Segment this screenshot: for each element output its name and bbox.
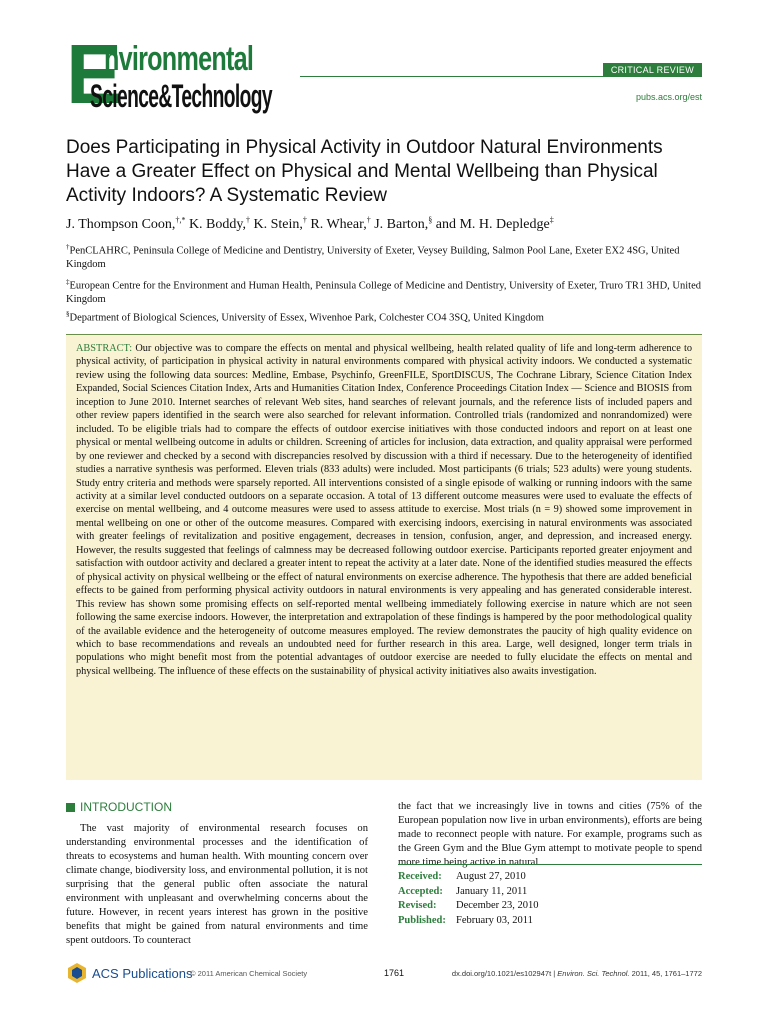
affiliation: §Department of Biological Sciences, University of Essex, Wivenhoe Park, Colchester CO4 3SQ, United Kingdom (66, 310, 544, 324)
section-heading-label: INTRODUCTION (80, 800, 172, 814)
history-dates (398, 864, 702, 928)
author[interactable]: K. Boddy,† (188, 215, 250, 232)
copyright: © 2011 American Chemical Society (190, 969, 308, 978)
section-heading (66, 800, 368, 814)
abstract (76, 342, 692, 678)
left-column (66, 800, 368, 948)
logo-environmental: nvironmental (104, 40, 254, 78)
page-number: 1761 (384, 968, 405, 978)
logo-letter-e: E (66, 27, 121, 121)
acs-hexagon-icon (66, 962, 88, 984)
page-footer (66, 962, 702, 986)
author[interactable]: J. Thompson Coon,†,* (66, 215, 186, 232)
square-bullet-icon (66, 803, 75, 812)
journal-url-link[interactable]: pubs.acs.org/est (635, 92, 702, 102)
date-row: Accepted: January 11, 2011 (398, 885, 528, 897)
article-title: Does Participating in Physical Activity in Outdoor Natural Environments Have a Greater Effect on Physical and Mental Wellbeing than Physical Activity Indoors? A Systematic Review (66, 137, 663, 206)
abstract-label: ABSTRACT: (76, 343, 133, 354)
abstract-box (66, 334, 702, 780)
author[interactable]: K. Stein,† (253, 215, 307, 232)
publisher-name: ACS Publications (92, 965, 193, 981)
author-list (66, 211, 554, 234)
affiliation: †PenCLAHRC, Peninsula College of Medicine and Dentistry, University of Exeter, Veysey Building, Salmon Pool Lane, Exeter EX2 4SG, United Kingdom (66, 243, 680, 270)
abstract-body: Our objective was to compare the effects on mental and physical wellbeing, health related quality of life and long-term adherence to physical activity, of participation in physical activity in natural environments compared with physical activity indoors. We conducted a systematic review using the following data sources: Medline, Embase, Psychinfo, GreenFILE, SportDISCUS, The Cochrane Library, Science Citation Index Expanded, Social Sciences Citation Index, Arts and Humanities Citation Index, Conference Proceedings Citation Index — Science and BIOSIS from inception to June 2010. Internet searches of relevant Web sites, hand searches of relevant journals, and the reference lists of included papers and other review papers identified in the search were also searched for relevant information. Controlled trials (randomized and nonrandomized) were included. To be eligible trials had to compare the effects of outdoor exercise initiatives with those conducted indoors and report on at least one physical or mental wellbeing outcome in adults or children. Screening of articles for inclusion, data extraction, and quality appraisal were performed by one reviewer and checked by a second with discrepancies resolved by discussion with a third if necessary. Due to the heterogeneity of identified studies a narrative synthesis was performed. Eleven trials (833 adults) were included. Most participants (6 trials; 523 adults) were young students. Study entry criteria and methods were sparsely reported. All interventions consisted of a single episode of walking or running indoors with the same activity at a similar level conducted outdoors on a separate occasion. A total of 13 different outcome measures were used to evaluate the effects of exercise on mental wellbeing, and 4 outcome measures were used to assess attitude to exercise. Most trials (n = 9) showed some improvement in mental wellbeing on one or other of the outcome measures. Compared with exercising indoors, exercising in natural environments was associated with greater feelings of revitalization and positive engagement, decreases in tension, confusion, anger, and depression, and increased energy. However, the results suggested that feelings of calmness may be decreased following outdoor exercise. Participants reported greater enjoyment and satisfaction with outdoor activity and declared a greater intent to repeat the activity at a later date. None of the identified studies measured the effects of physical activity on physical wellbeing or the effect of natural environments on exercise adherence. The hypothesis that there are added beneficial effects to be gained from performing physical activity outdoors in natural environments is very appealing and has generated considerable interest. This review has shown some promising effects on self-reported mental wellbeing immediately following exercise in nature which are not seen following the same exercise indoors. However, the interpretation and extrapolation of these findings is hampered by the poor methodological quality of the available evidence and the heterogeneity of outcome measures employed. The review demonstrates the paucity of high quality evidence on which to base recommendations and reveals an undoubted need for further research in this area. Large, well designed, longer term trials in populations who might benefit most from the potential advantages of outdoor exercise are needed to fully elucidate the effects on mental and physical wellbeing. The influence of these effects on the sustainability of physical activity initiatives also awaits investigation. (76, 343, 692, 677)
acs-publications-logo[interactable] (66, 962, 192, 984)
right-column (398, 800, 702, 870)
intro-paragraph-continued: the fact that we increasingly live in towns and cities (75% of the European population now live in urban environments), efforts are being made to reconnect people with nature. For example, programs such as the Green Gym and the Blue Gym attempt to motivate people to spend more time being active in natural (398, 801, 702, 868)
author[interactable]: R. Whear,† (310, 215, 371, 232)
author[interactable]: and M. H. Depledge‡ (435, 215, 554, 232)
logo-science-technology: Science&Technology (90, 78, 272, 114)
date-row: Received: August 27, 2010 (398, 871, 526, 882)
date-row: Revised: December 23, 2010 (398, 900, 539, 911)
intro-paragraph: The vast majority of environmental research focuses on understanding environmental processes and the identification of threats to ecosystems and human health. With mounting concern over climate change, biodiversity loss, and environmental pollution, it is not surprising that the general public often associate the natural environment with unpleasant and overwhelming concerns about the future. However, in recent years interest has grown in the positive benefits that might be gained from natural environments and time spent outdoors. To counteract (66, 823, 368, 946)
affiliation: ‡European Centre for the Environment and Human Health, Peninsula College of Medicine and Dentistry, University of Exeter, Truro TR1 3HD, United Kingdom (66, 278, 701, 305)
doi-citation[interactable]: dx.doi.org/10.1021/es102947t | Environ. Sci. Technol. 2011, 45, 1761–1772 (451, 969, 702, 978)
section-tag: CRITICAL REVIEW (603, 63, 702, 77)
journal-logo (66, 27, 292, 121)
date-row: Published: February 03, 2011 (398, 914, 533, 926)
author[interactable]: J. Barton,§ (374, 215, 433, 232)
